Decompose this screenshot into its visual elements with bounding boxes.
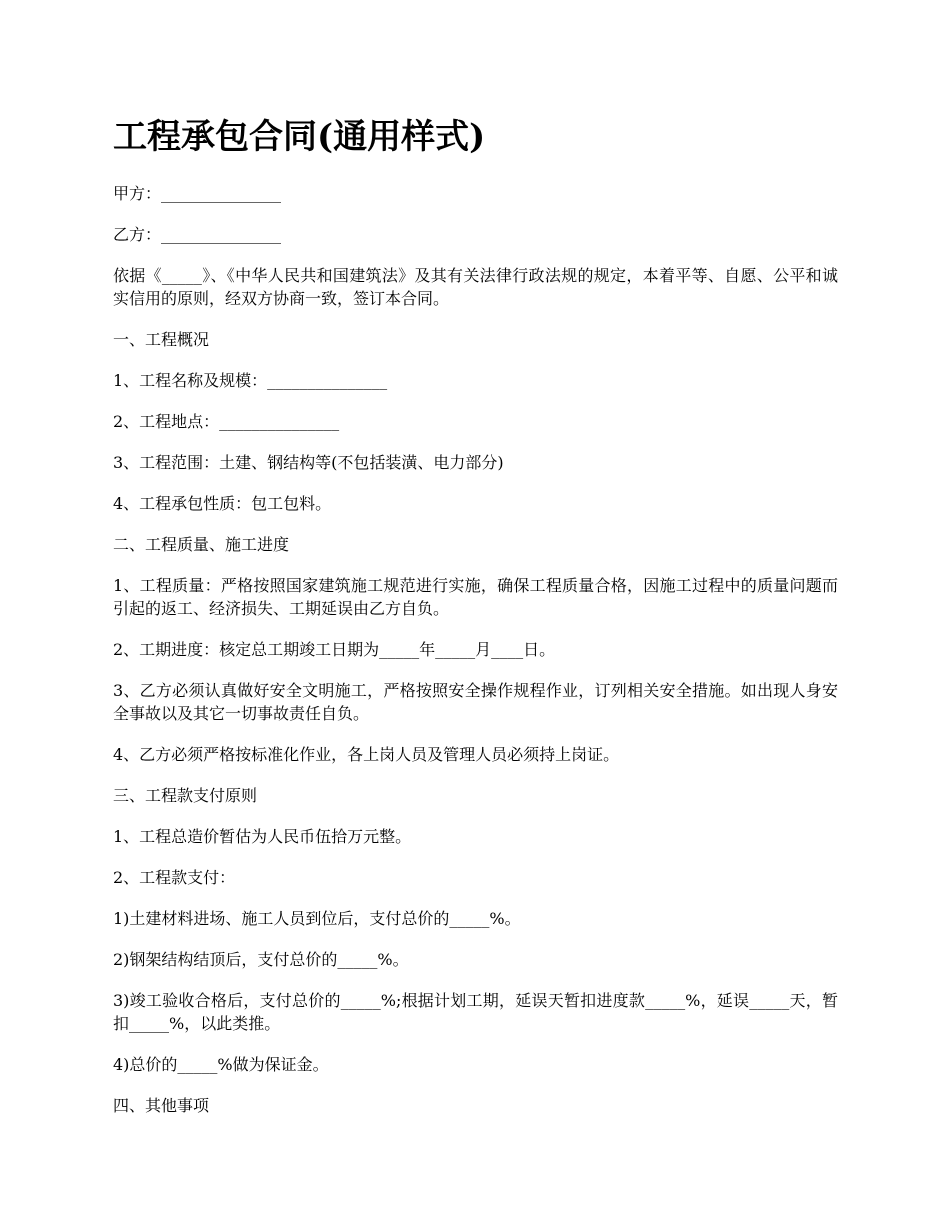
section-heading-quality: 二、工程质量、施工进度 bbox=[113, 535, 290, 554]
section-heading-overview: 一、工程概况 bbox=[113, 330, 210, 349]
preamble-paragraph: 依据《_____》、《中华人民共和国建筑法》及其有关法律行政法规的规定，本着平等、自愿、公平和诚实信用的原则，经双方协商一致，签订本合同。 bbox=[113, 266, 838, 308]
overview-item-location: 2、工程地点：_______________ bbox=[113, 412, 340, 431]
section-heading-payment: 三、工程款支付原则 bbox=[113, 786, 258, 805]
payment-subitem-4: 4)总价的_____%做为保证金。 bbox=[113, 1055, 329, 1074]
quality-item-quality: 1、工程质量：严格按照国家建筑施工规范进行实施，确保工程质量合格，因施工过程中的质量问题而引起的返工、经济损失、工期延误由乙方自负。 bbox=[113, 576, 838, 618]
payment-subitem-2: 2)钢架结构结顶后，支付总价的_____%。 bbox=[113, 950, 409, 969]
overview-item-scope: 3、工程范围：土建、钢结构等(不包括装潢、电力部分) bbox=[113, 453, 504, 472]
overview-item-name: 1、工程名称及规模：_______________ bbox=[113, 371, 388, 390]
overview-item-nature: 4、工程承包性质：包工包料。 bbox=[113, 494, 332, 513]
payment-item-terms: 2、工程款支付： bbox=[113, 868, 236, 887]
party-a-line: 甲方：_______________ bbox=[113, 184, 282, 203]
quality-item-certification: 4、乙方必须严格按标准化作业，各上岗人员及管理人员必须持上岗证。 bbox=[113, 745, 620, 764]
payment-item-total: 1、工程总造价暂估为人民币伍拾万元整。 bbox=[113, 827, 412, 846]
payment-subitem-3: 3)竣工验收合格后，支付总价的_____%;根据计划工期，延误天暂扣进度款_____%，延误_____天，暂扣_____%，以此类推。 bbox=[113, 991, 838, 1033]
party-b-line: 乙方：_______________ bbox=[113, 225, 282, 244]
payment-subitem-1: 1)土建材料进场、施工人员到位后，支付总价的_____%。 bbox=[113, 909, 521, 928]
document-page bbox=[113, 112, 838, 1135]
section-heading-other: 四、其他事项 bbox=[113, 1096, 210, 1115]
quality-item-schedule: 2、工期进度：核定总工期竣工日期为_____年_____月____日。 bbox=[113, 640, 556, 659]
quality-item-safety: 3、乙方必须认真做好安全文明施工，严格按照安全操作规程作业，订列相关安全措施。如出现人身安全事故以及其它一切事故责任自负。 bbox=[113, 681, 838, 723]
document-title: 工程承包合同(通用样式) bbox=[113, 117, 486, 157]
